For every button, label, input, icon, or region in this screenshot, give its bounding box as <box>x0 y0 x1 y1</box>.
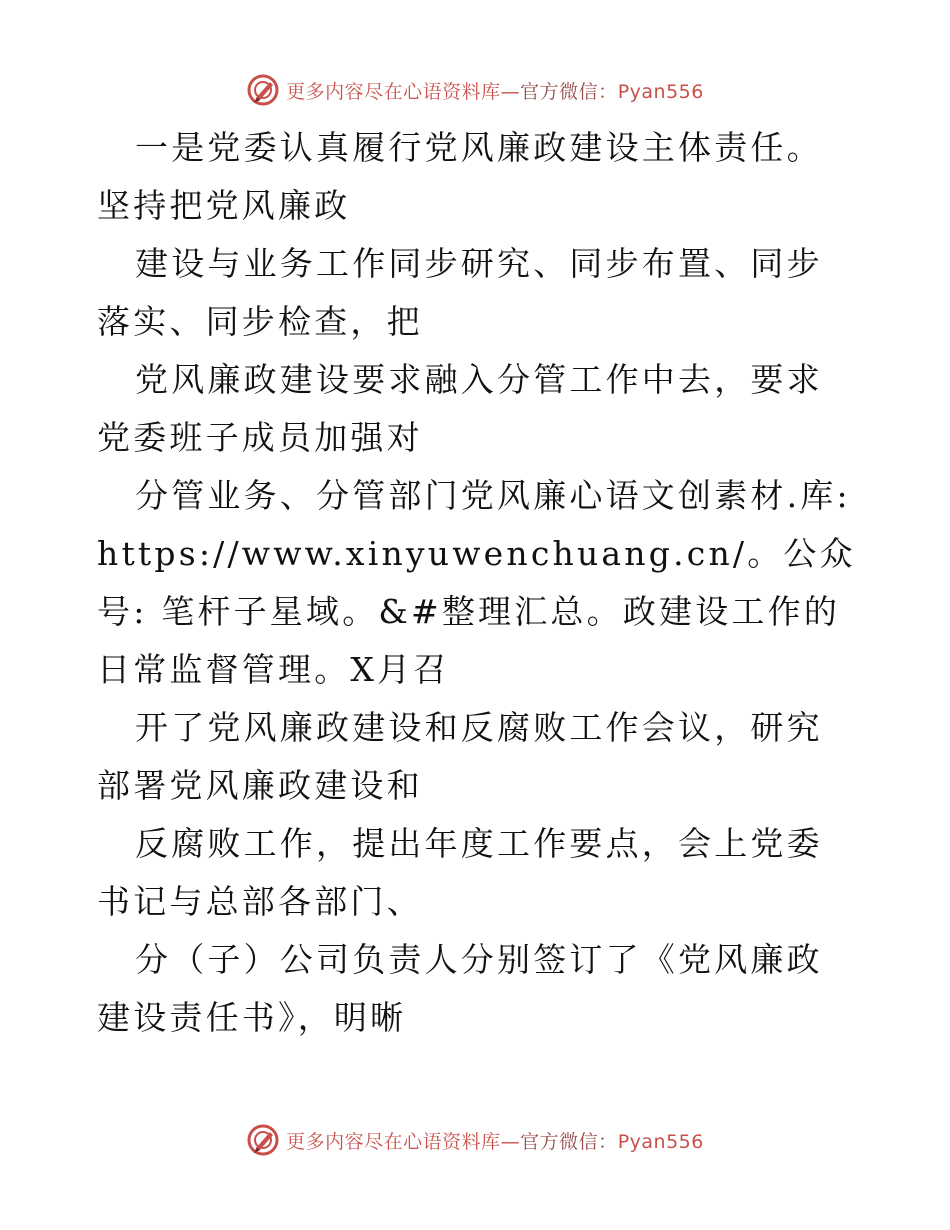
footer-banner-text <box>286 1127 704 1154</box>
banner-separator: — <box>500 1130 521 1153</box>
pen-logo-icon <box>246 1123 280 1157</box>
banner-main-text: 更多内容尽在心语资料库 <box>286 1130 501 1153</box>
paragraph: 一是党委认真履行党风廉政建设主体责任。坚持把党风廉政 <box>97 128 823 225</box>
paragraph: 开了党风廉政建设和反腐败工作会议，研究部署党风廉政建设和 <box>97 708 823 805</box>
paragraph: 党风廉政建设要求融入分管工作中去，要求党委班子成员加强对 <box>97 360 823 457</box>
paragraph: 分（子）公司负责人分别签订了《党风廉政建设责任书》，明晰 <box>97 940 823 1037</box>
banner-wechat-label: 官方微信： <box>520 80 618 103</box>
paragraph: 分管业务、分管部门党风廉心语文创素材.库:https://www.xinyuwenchuang.cn/。公众号: 笔杆子星域。&#整理汇总。政建设工作的日常监督管理。X月召 <box>97 476 856 689</box>
banner-separator: — <box>500 80 521 103</box>
pen-logo-icon <box>246 73 280 107</box>
header-banner-text <box>286 77 704 104</box>
banner-main-text: 更多内容尽在心语资料库 <box>286 80 501 103</box>
header-banner <box>0 70 950 110</box>
paragraph: 建设与业务工作同步研究、同步布置、同步落实、同步检查，把 <box>97 244 823 341</box>
banner-wechat-label: 官方微信： <box>520 1130 618 1153</box>
banner-wechat-id: Pyan556 <box>617 1130 704 1153</box>
document-body <box>97 119 857 1047</box>
footer-banner <box>0 1120 950 1160</box>
banner-wechat-id: Pyan556 <box>617 80 704 103</box>
paragraph: 反腐败工作，提出年度工作要点，会上党委书记与总部各部门、 <box>97 824 823 921</box>
